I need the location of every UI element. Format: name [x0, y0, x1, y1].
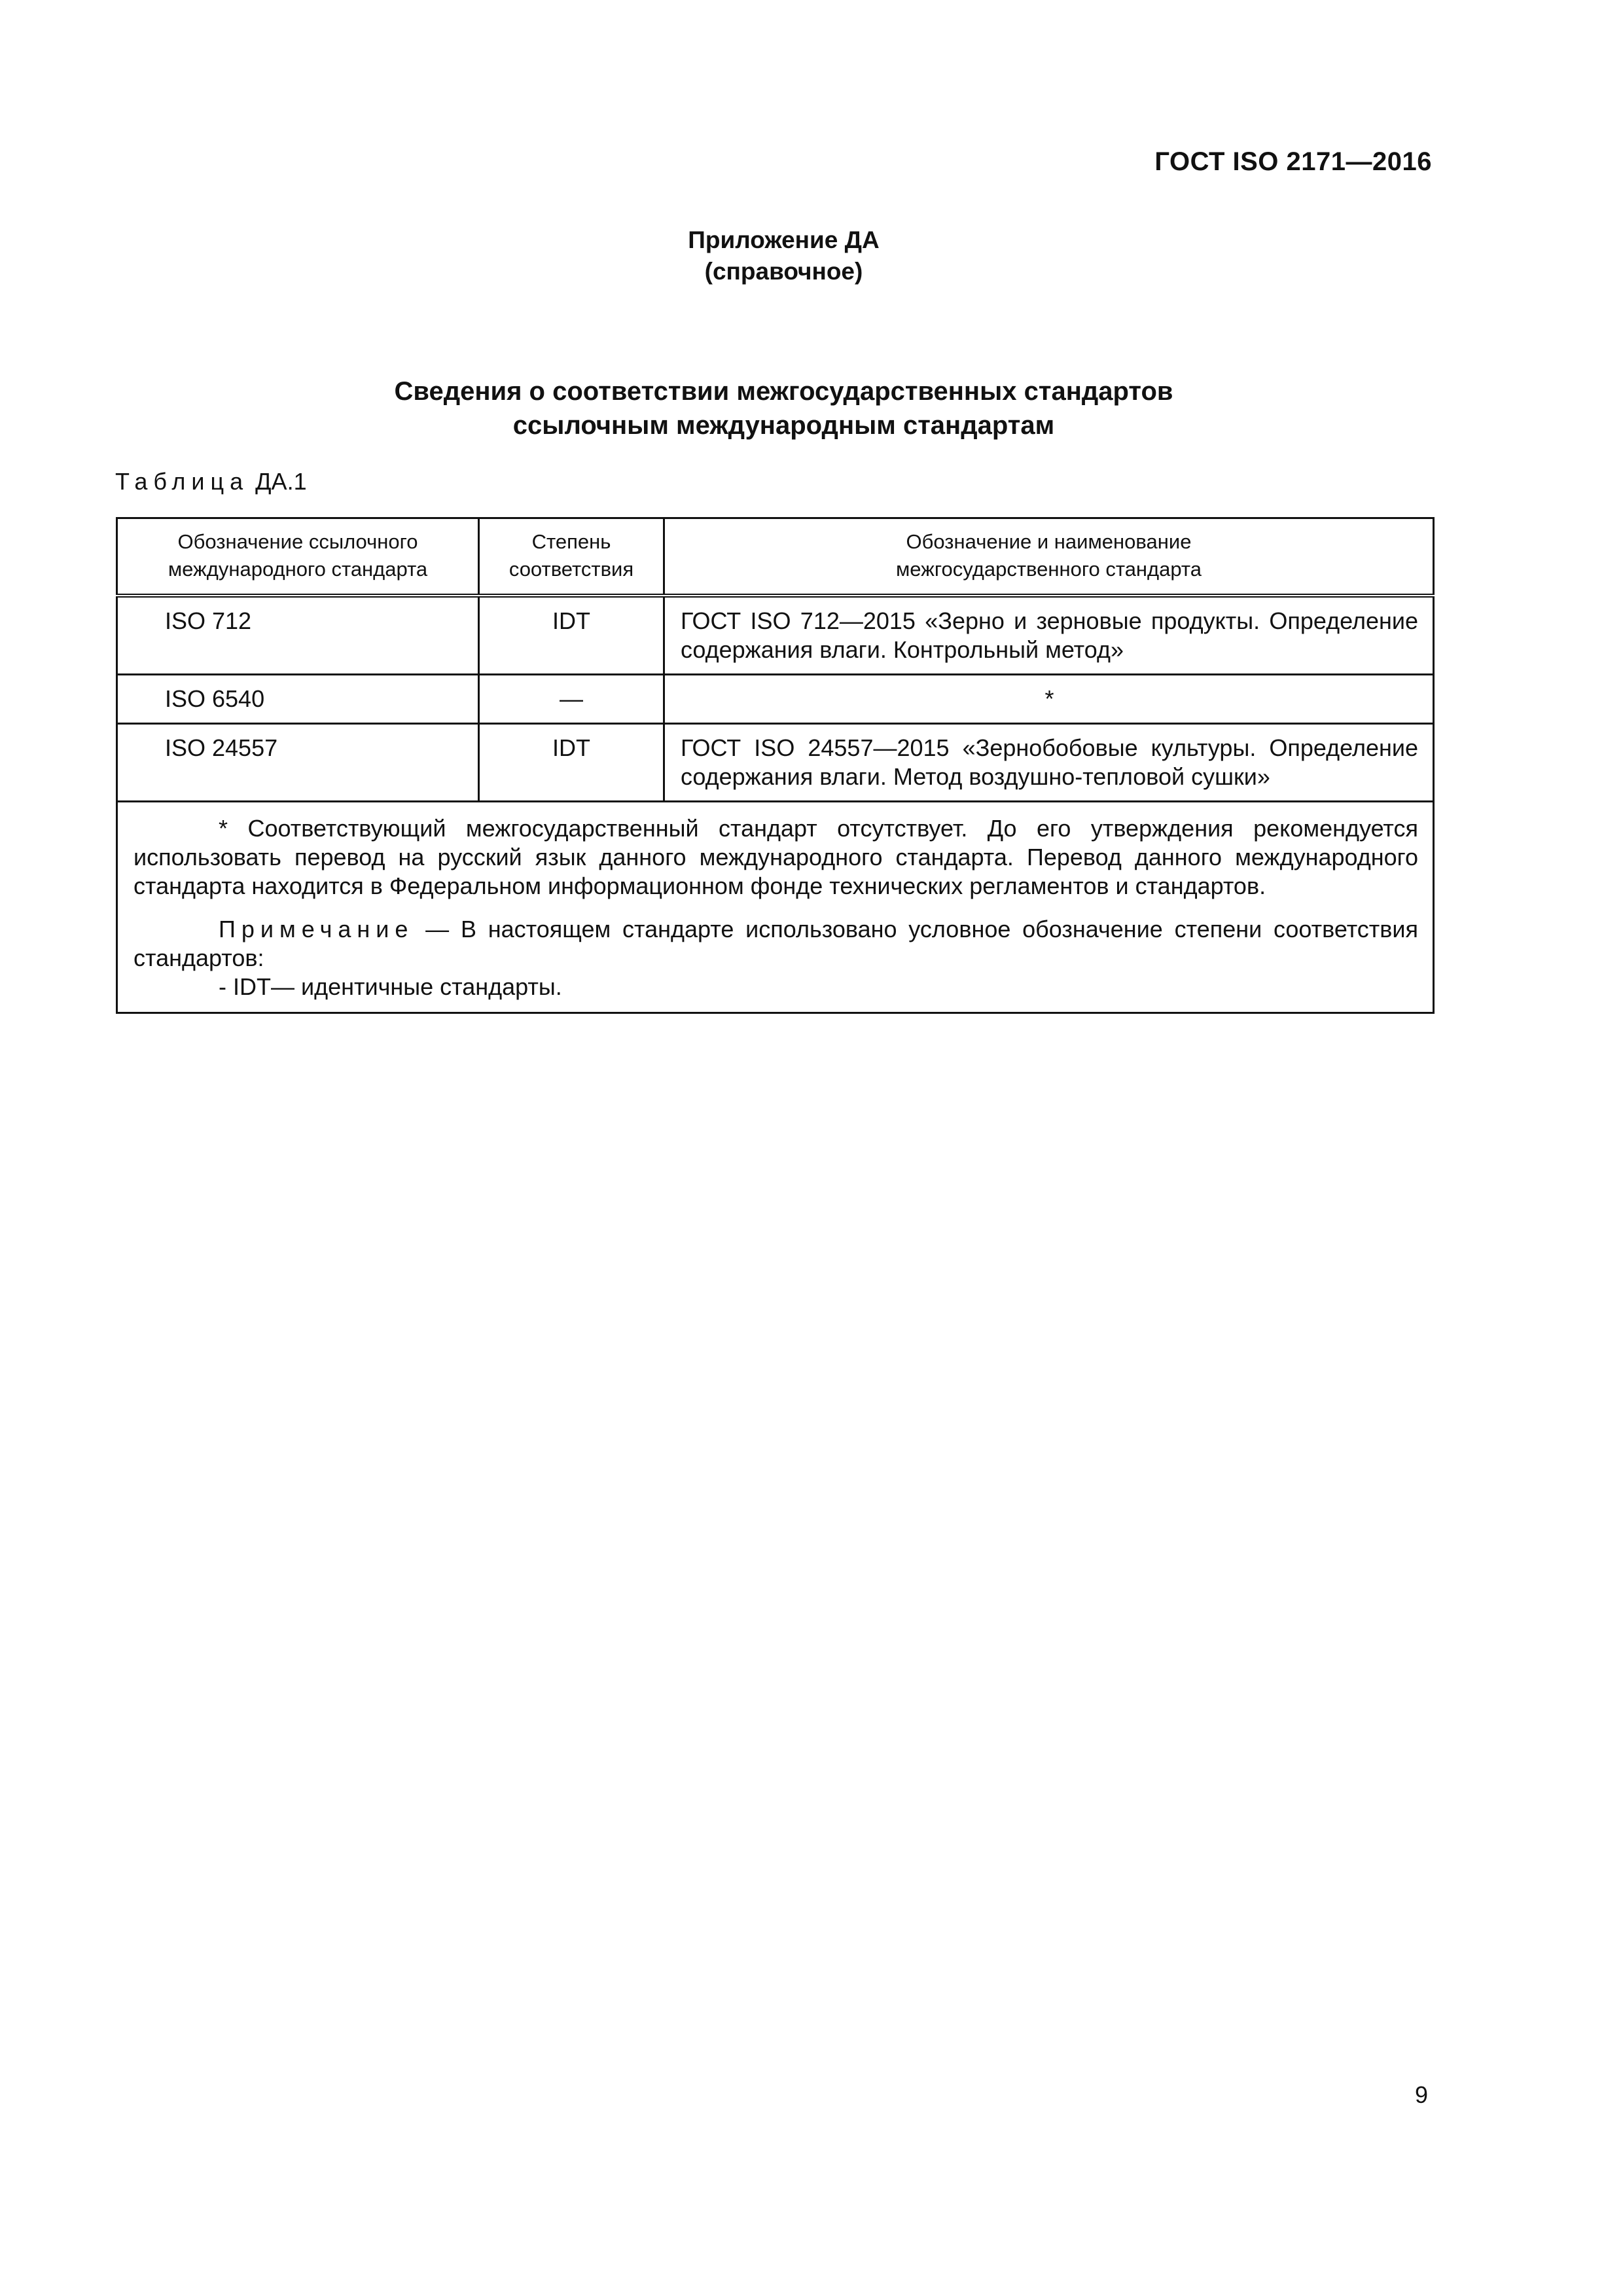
table-header-row — [117, 518, 1434, 596]
section-title-line2: ссылочным международным стандартам — [512, 411, 1055, 440]
appendix-title: Приложение ДА — [688, 226, 880, 253]
cell-degree: IDT — [479, 596, 664, 675]
appendix-subtitle: (справочное) — [704, 258, 863, 285]
standard-code: ГОСТ ISO 2171—2016 — [1154, 147, 1432, 176]
table-row — [117, 675, 1434, 724]
table-caption-word: Таблица — [115, 468, 249, 495]
section-title — [0, 374, 1567, 442]
cell-interstate: ГОСТ ISO 24557—2015 «Зернобобовые культуры. Определение содержания влаги. Метод воздушно-тепловой сушки» — [664, 724, 1434, 802]
appendix-heading — [0, 224, 1567, 287]
header-degree: Степень соответствия — [479, 518, 664, 596]
cell-interstate: ГОСТ ISO 712—2015 «Зерно и зерновые продукты. Определение содержания влаги. Контрольный метод» — [664, 596, 1434, 675]
note-item: - IDT— идентичные стандарты. — [219, 973, 562, 1000]
cell-degree: IDT — [479, 724, 664, 802]
header-interstate-standard: Обозначение и наименование межгосударственного стандарта — [664, 518, 1434, 596]
table-caption-number: ДА.1 — [255, 468, 307, 495]
note-text: — В настоящем стандарте использовано условное обозначение степени соответствия стандартов: — [134, 916, 1418, 971]
cell-international: ISO 712 — [117, 596, 479, 675]
table-notes — [117, 802, 1434, 1013]
footnote: * Соответствующий межгосударственный стандарт отсутствует. До его утверждения рекомендуется использовать перевод на русский язык данного международного стандарта. Перевод данного международного стандарта находится в Федеральном информационном фонде технических регламентов и стандартов. — [134, 815, 1418, 899]
note-label: Примечание — [219, 916, 414, 942]
cell-international: ISO 6540 — [117, 675, 479, 724]
table-caption — [115, 468, 307, 495]
header-international-standard: Обозначение ссылочного международного стандарта — [117, 518, 479, 596]
table-notes-row — [117, 802, 1434, 1013]
note — [134, 915, 1418, 973]
section-title-line1: Сведения о соответствии межгосударственных стандартов — [394, 377, 1173, 406]
table-row — [117, 724, 1434, 802]
correspondence-table — [116, 517, 1435, 1014]
table-row — [117, 596, 1434, 675]
page-number: 9 — [1415, 2081, 1429, 2108]
cell-degree: — — [479, 675, 664, 724]
cell-international: ISO 24557 — [117, 724, 479, 802]
cell-interstate: * — [664, 675, 1434, 724]
